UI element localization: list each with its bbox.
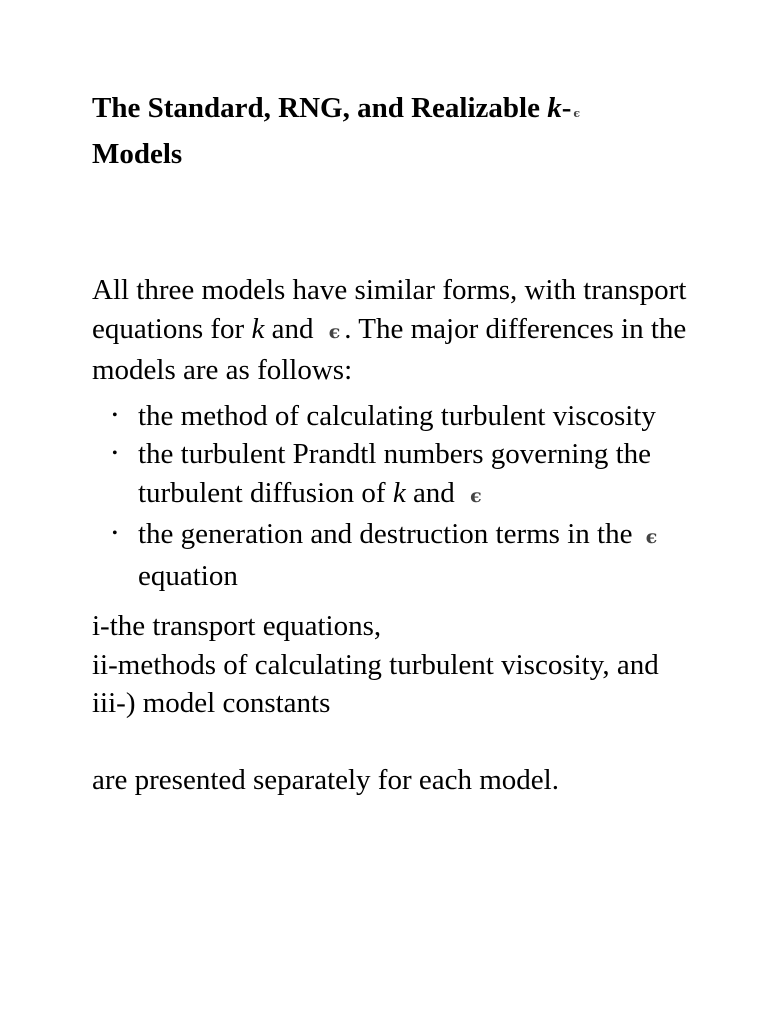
list-item-text: the method of calculating turbulent viscosity <box>138 399 656 432</box>
title-line2: Models <box>92 138 183 170</box>
epsilon-symbol-icon: ϵ <box>470 484 482 507</box>
list-item-text-after: and <box>405 476 463 509</box>
bullet-icon: • <box>112 406 118 424</box>
bullet-icon: • <box>112 525 118 542</box>
epsilon-symbol-icon: ϵ <box>645 526 658 548</box>
list-item-text: the turbulent Prandtl numbers governing the turbulent diffusion of <box>138 438 652 509</box>
title-text: The Standard, RNG, and Realizable <box>92 92 548 124</box>
closing-paragraph: are presented separately for each model. <box>92 764 559 796</box>
intro-part3: . The major differences in the models are as follows: <box>92 312 687 386</box>
page-title <box>92 88 692 174</box>
epsilon-symbol-icon: ϵ <box>573 107 581 120</box>
bullet-icon: • <box>112 445 118 462</box>
document-page <box>92 88 692 800</box>
epsilon-symbol-icon: ϵ <box>328 320 341 343</box>
intro-part1: All three models have similar forms, with transport equations for <box>92 274 687 345</box>
part-line-2: ii-methods of calculating turbulent viscosity, and <box>92 648 659 681</box>
list-item-var-k: k <box>392 476 406 509</box>
part-line-3: iii-) model constants <box>92 687 331 719</box>
differences-list <box>92 397 692 596</box>
title-var-k: k <box>547 92 562 124</box>
title-dash: - <box>561 92 572 124</box>
part-line-1: i-the transport equations, <box>92 610 382 642</box>
intro-var-k: k <box>251 312 265 345</box>
list-item-text-after: equation <box>138 559 238 592</box>
list-item-text: the generation and destruction terms in the <box>138 518 640 550</box>
intro-part2: and <box>264 312 321 345</box>
parts-paragraph <box>92 607 692 723</box>
list-item <box>92 515 692 595</box>
list-item <box>92 397 692 436</box>
intro-paragraph <box>92 271 692 390</box>
list-item <box>92 435 692 515</box>
